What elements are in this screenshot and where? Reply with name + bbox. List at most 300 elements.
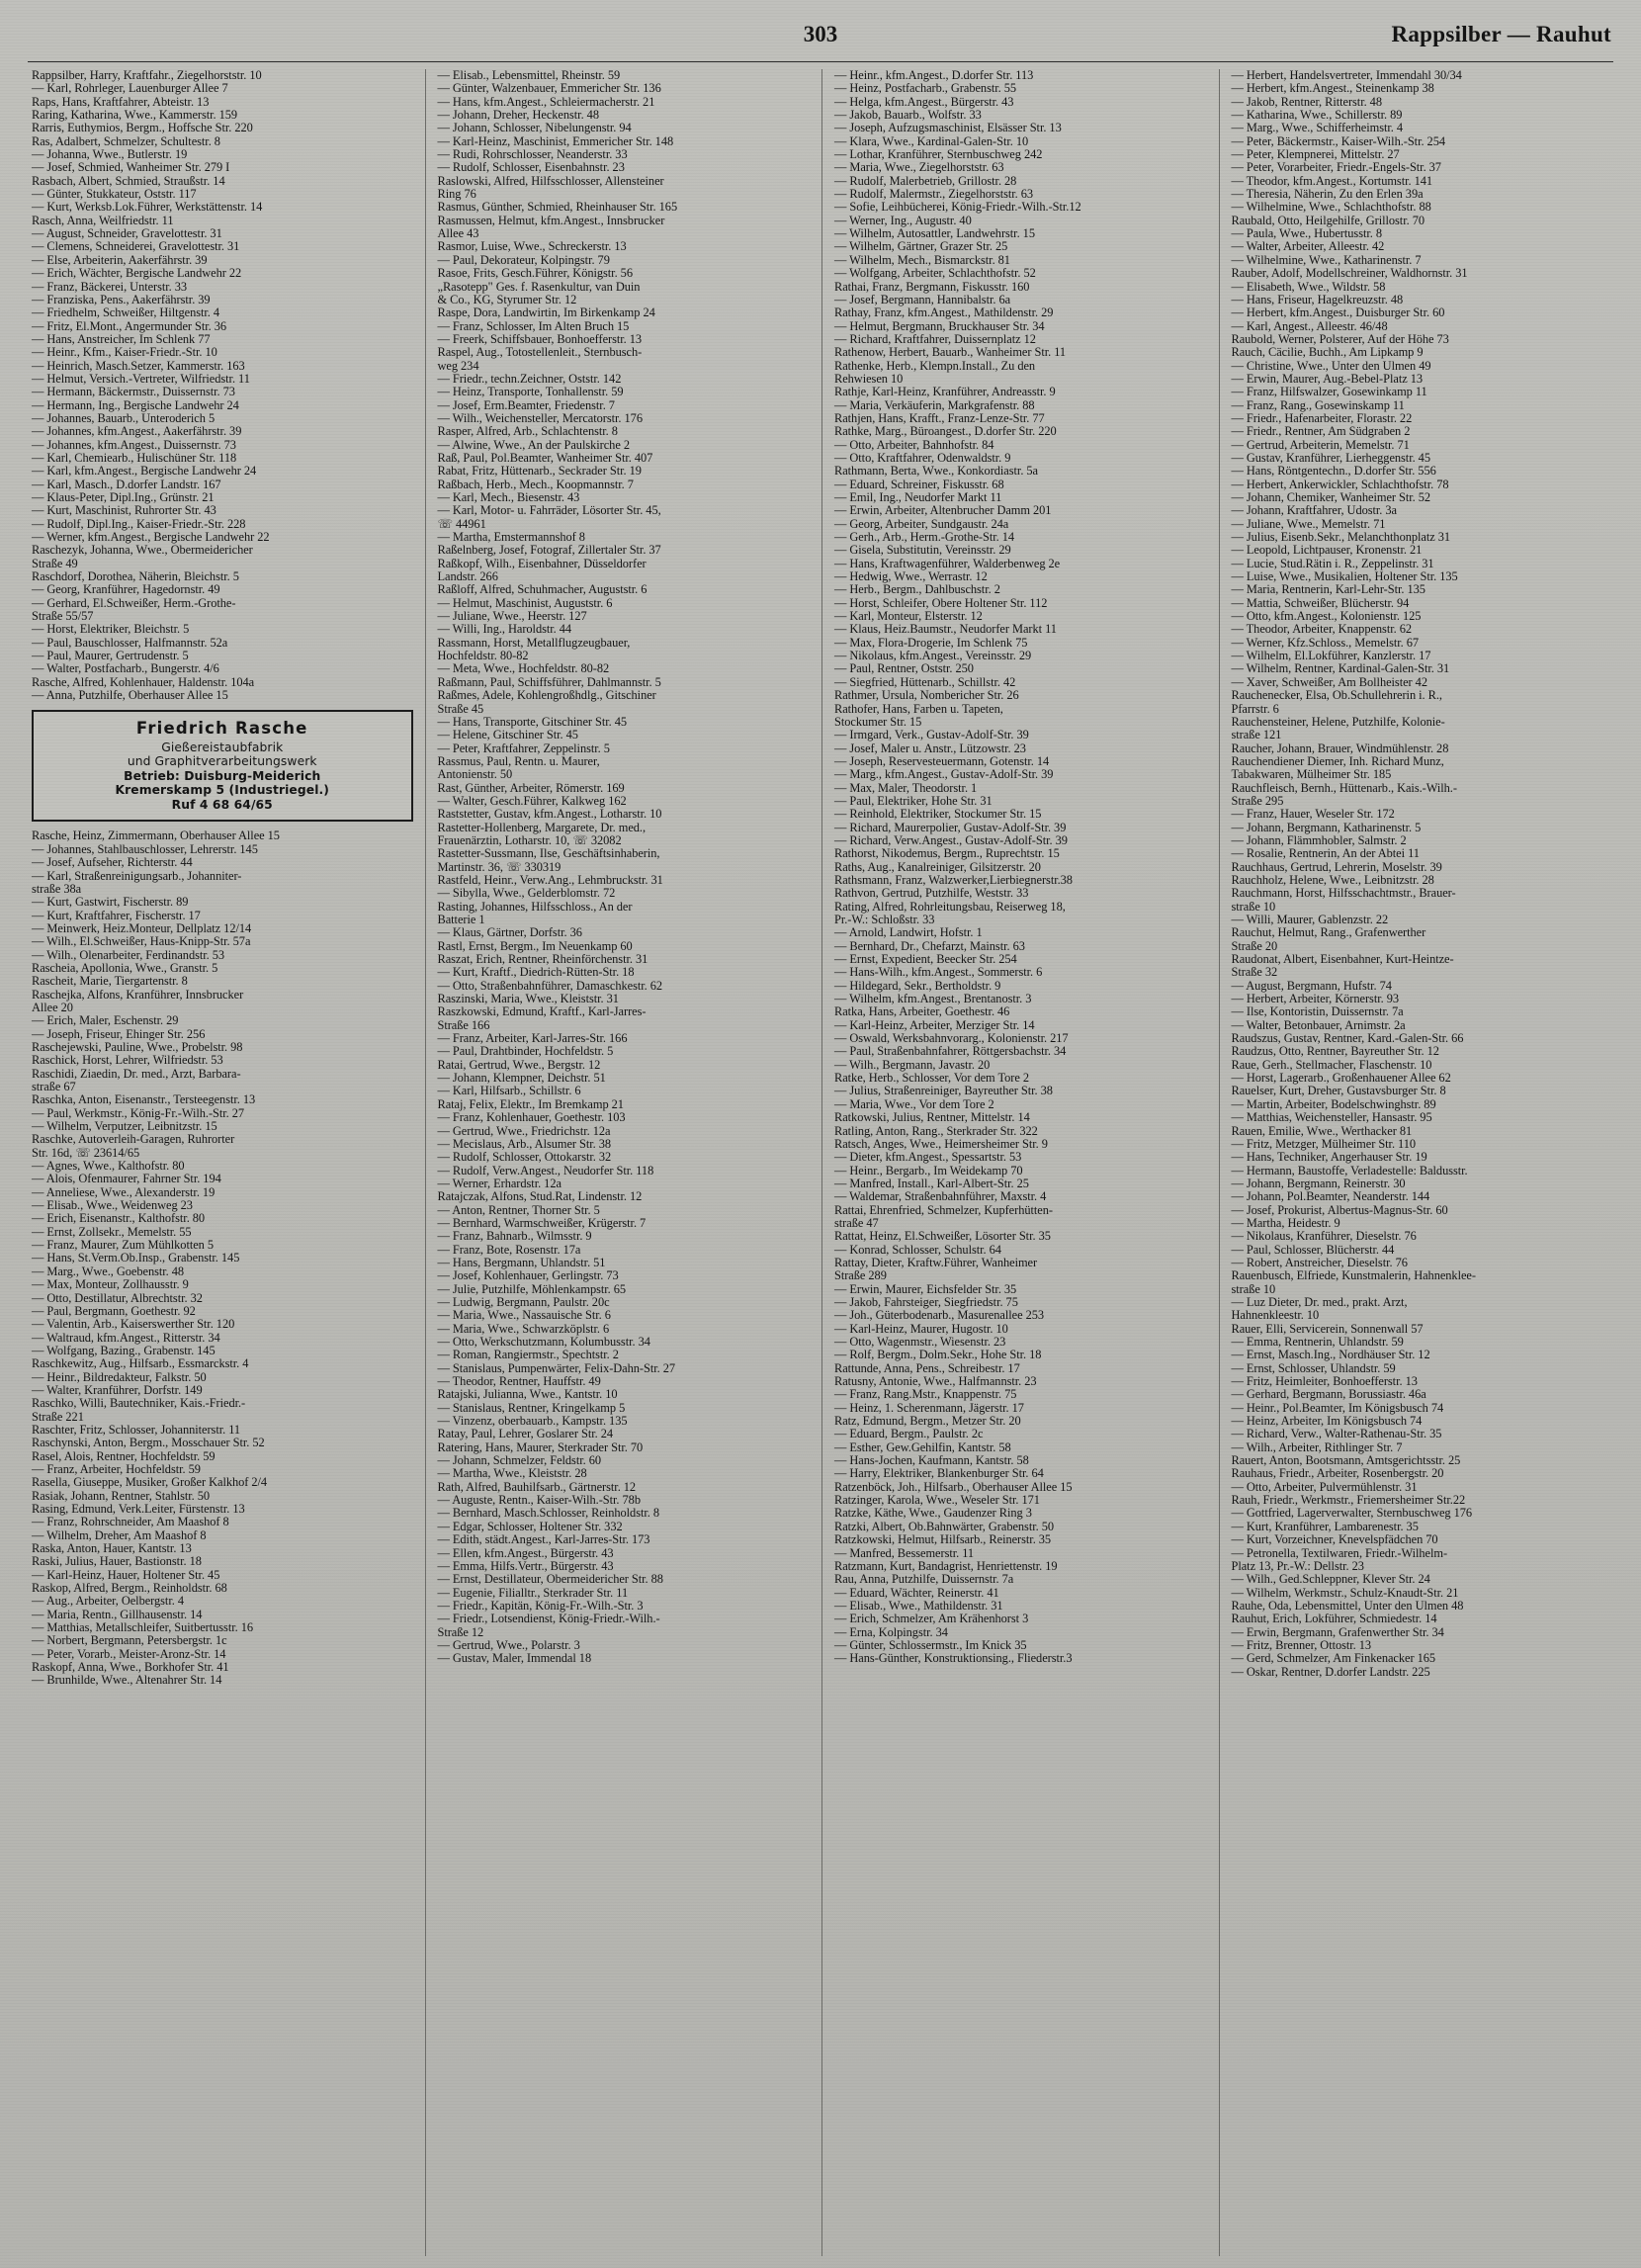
- directory-entry: Rauchendiener Diemer, Inh. Richard Munz,: [1231, 753, 1444, 768]
- directory-entry: — Vinzenz, oberbauarb., Kampstr. 135: [437, 1414, 628, 1429]
- directory-entry: — Anna, Putzhilfe, Oberhauser Allee 15: [32, 688, 228, 703]
- directory-entry: — Maria, Wwe., Nassauische Str. 6: [437, 1308, 611, 1323]
- directory-entry: — Fritz, Brenner, Ottostr. 13: [1231, 1637, 1372, 1652]
- directory-entry: — Johann, Chemiker, Wanheimer Str. 52: [1231, 490, 1431, 504]
- directory-entry: Ratering, Hans, Maurer, Sterkrader Str. 70: [437, 1439, 644, 1454]
- directory-entry: — Irmgard, Verk., Gustav-Adolf-Str. 39: [834, 728, 1029, 742]
- directory-entry: — Fritz, Metzger, Mülheimer Str. 110: [1231, 1136, 1417, 1151]
- directory-entry: — Johann, Bergmann, Katharinenstr. 5: [1231, 820, 1422, 834]
- directory-entry: Rasmus, Günther, Schmied, Rheinhauser Str. 165: [437, 200, 678, 215]
- directory-entry: Raßkopf, Wilh., Eisenbahner, Düsseldorfer: [437, 556, 647, 570]
- directory-entry: Rauhaus, Friedr., Arbeiter, Rosenbergstr. 20: [1231, 1466, 1444, 1481]
- directory-entry: Raßelnberg, Josef, Fotograf, Zillertaler Str. 37: [437, 543, 661, 558]
- directory-entry: — Wilhelm, Autosattler, Landwehrstr. 15: [834, 226, 1035, 241]
- directory-entry: — Richard, Maurerpolier, Gustav-Adolf-Str. 39: [834, 820, 1067, 834]
- directory-entry: — Juliane, Wwe., Heerstr. 127: [437, 609, 587, 624]
- directory-entry: — Kurt, Kranführer, Lambarenestr. 35: [1231, 1519, 1419, 1533]
- directory-entry: — Luise, Wwe., Musikalien, Holtener Str. 135: [1231, 569, 1458, 584]
- directory-entry: — Walter, Postfacharb., Bungerstr. 4/6: [32, 661, 219, 676]
- directory-entry: Rauchut, Helmut, Rang., Grafenwerther: [1231, 925, 1426, 940]
- directory-entry: — Franz, Kohlenhauer, Goethestr. 103: [437, 1110, 626, 1125]
- directory-entry: — Hermann, Ing., Bergische Landwehr 24: [32, 397, 239, 412]
- directory-entry: Ratzmann, Kurt, Bandagrist, Henriettenstr. 19: [834, 1558, 1058, 1573]
- column-4: [1219, 69, 1616, 2256]
- directory-entry: — August, Schneider, Gravelottestr. 31: [32, 226, 222, 241]
- directory-entry: Rasing, Edmund, Verk.Leiter, Fürstenstr. 13: [32, 1502, 245, 1516]
- directory-entry: — Rudolf, Malermstr., Ziegelhorststr. 63: [834, 187, 1034, 202]
- directory-entry: Ratke, Herb., Schlosser, Vor dem Tore 2: [834, 1071, 1029, 1086]
- directory-entry: — Eduard, Schreiner, Fiskusstr. 68: [834, 477, 1004, 491]
- directory-entry: — Mattia, Schweißer, Blücherstr. 94: [1231, 595, 1410, 610]
- directory-entry: Raslowski, Alfred, Hilfsschlosser, Allensteiner: [437, 173, 664, 188]
- directory-entry: Raßloff, Alfred, Schuhmacher, Auguststr. 6: [437, 582, 648, 597]
- directory-entry: — Konrad, Schlosser, Schulstr. 64: [834, 1242, 1001, 1257]
- directory-entry: — August, Bergmann, Hufstr. 74: [1231, 978, 1392, 993]
- directory-entry: Rau, Anna, Putzhilfe, Duissernstr. 7a: [834, 1572, 1014, 1587]
- directory-entry: — Julius, Straßenreiniger, Bayreuther Str. 38: [834, 1084, 1053, 1098]
- directory-entry: — Karl, Hilfsarb., Schillstr. 6: [437, 1084, 581, 1098]
- directory-entry: — Heinr., Pol.Beamter, Im Königsbusch 74: [1231, 1400, 1444, 1415]
- directory-entry: — Klara, Wwe., Kardinal-Galen-Str. 10: [834, 133, 1029, 148]
- directory-entry: Rating, Alfred, Rohrleitungsbau, Reiserweg 18,: [834, 899, 1066, 914]
- directory-entry: — Elisab., Wwe., Mathildenstr. 31: [834, 1598, 1003, 1613]
- directory-entry: — Josef, Aufseher, Richterstr. 44: [32, 855, 193, 870]
- directory-entry: — Herbert, Ankerwickler, Schlachthofstr. 78: [1231, 477, 1449, 491]
- directory-entry: — Rolf, Bergm., Dolm.Sekr., Hohe Str. 18: [834, 1348, 1042, 1362]
- directory-entry: Raschejka, Alfons, Kranführer, Innsbrucker: [32, 987, 244, 1002]
- directory-entry: — Joseph, Reservesteuermann, Gotenstr. 14: [834, 753, 1050, 768]
- directory-entry: Rathje, Karl-Heinz, Kranführer, Andreasstr. 9: [834, 385, 1056, 399]
- ad-line-4: Betrieb: Duisburg-Meiderich: [124, 768, 321, 783]
- directory-entry: — Paul, Werkmstr., König-Fr.-Wilh.-Str. 27: [32, 1105, 245, 1120]
- directory-entry: Platz 13, Pr.-W.: Dellstr. 23: [1231, 1558, 1364, 1573]
- directory-entry: — Rudolf, Malerbetrieb, Grillostr. 28: [834, 173, 1017, 188]
- directory-entry: — Nikolaus, Kranführer, Dieselstr. 76: [1231, 1229, 1417, 1244]
- directory-entry: Raspel, Aug., Totostellenleit., Sternbusch-: [437, 345, 643, 360]
- directory-entry: Ratay, Paul, Lehrer, Goslarer Str. 24: [437, 1427, 613, 1441]
- directory-entry: — Stanislaus, Rentner, Kringelkamp 5: [437, 1400, 626, 1415]
- directory-entry: — Maria, Wwe., Vor dem Tore 2: [834, 1096, 994, 1111]
- directory-entry: Ring 76: [437, 187, 476, 202]
- directory-entry: — Johann, Klempner, Deichstr. 51: [437, 1071, 606, 1086]
- directory-entry: — Peter, Vorarbeiter, Friedr.-Engels-Str. 37: [1231, 160, 1441, 175]
- directory-entry: — Paula, Wwe., Hubertusstr. 8: [1231, 226, 1382, 241]
- directory-entry: — Leopold, Lichtpauser, Kronenstr. 21: [1231, 543, 1423, 558]
- directory-entry: Raschejewski, Pauline, Wwe., Probelstr. 98: [32, 1039, 243, 1054]
- directory-entry: — Herb., Bergm., Dahlbuschstr. 2: [834, 582, 1000, 597]
- directory-entry: — Wilh., El.Schweißer, Haus-Knipp-Str. 57a: [32, 934, 251, 949]
- advertisement-box: [32, 710, 413, 823]
- directory-entry: — Wolfgang, Arbeiter, Schlachthofstr. 52: [834, 266, 1036, 281]
- directory-entry: — Friedr., Hafenarbeiter, Florastr. 22: [1231, 410, 1413, 425]
- directory-entry: Rauchhaus, Gertrud, Lehrerin, Moselstr. 39: [1231, 859, 1442, 874]
- directory-entry: Rauchfleisch, Bernh., Hüttenarb., Kais.-Wilh.-: [1231, 780, 1457, 795]
- directory-entry: — Bernhard, Masch.Schlosser, Reinholdstr. 8: [437, 1506, 659, 1521]
- directory-entry: — Ernst, Masch.Ing., Nordhäuser Str. 12: [1231, 1348, 1430, 1362]
- directory-entry: — Lucie, Stud.Rätin i. R., Zeppelinstr. 31: [1231, 556, 1434, 570]
- directory-entry: — Elisabeth, Wwe., Wildstr. 58: [1231, 279, 1386, 294]
- directory-entry: — Karl-Heinz, Hauer, Holtener Str. 45: [32, 1567, 220, 1582]
- directory-entry: — Klaus, Gärtner, Dorfstr. 36: [437, 925, 582, 940]
- directory-entry: — Friedr., techn.Zeichner, Oststr. 142: [437, 371, 622, 386]
- directory-entry: — Johann, Pol.Beamter, Neanderstr. 144: [1231, 1189, 1430, 1204]
- directory-entry: — Hans, St.Verm.Ob.Insp., Grabenstr. 145: [32, 1251, 240, 1265]
- directory-entry: — Martha, Emstermannshof 8: [437, 530, 585, 545]
- directory-entry: — Nikolaus, kfm.Angest., Vereinsstr. 29: [834, 649, 1032, 663]
- directory-entry: — Sibylla, Wwe., Gelderblomstr. 72: [437, 886, 616, 901]
- directory-entry: Rastfeld, Heinr., Verw.Ang., Lehmbruckstr. 31: [437, 872, 663, 887]
- directory-entry: — Eugenie, Filialltr., Sterkrader Str. 11: [437, 1585, 629, 1600]
- directory-entry: — Günter, Schlossermstr., Im Knick 35: [834, 1637, 1027, 1652]
- directory-entry: Straße 55/57: [32, 609, 94, 624]
- directory-entry: Raps, Hans, Kraftfahrer, Abteistr. 13: [32, 94, 210, 109]
- directory-entry: Ratzkowski, Helmut, Hilfsarb., Reinerstr. 35: [834, 1532, 1052, 1547]
- directory-entry: — Marg., kfm.Angest., Gustav-Adolf-Str. 39: [834, 767, 1054, 782]
- ad-line-5: Kremerskamp 5 (Industriegel.): [115, 783, 330, 798]
- directory-entry: — Johannes, kfm.Angest., Duissernstr. 73: [32, 437, 236, 452]
- directory-entry: — Siegfried, Hüttenarb., Schillstr. 42: [834, 674, 1016, 689]
- directory-entry: Rathofer, Hans, Farben u. Tapeten,: [834, 701, 1003, 716]
- directory-entry: Raschko, Willi, Bautechniker, Kais.-Friedr.-: [32, 1396, 246, 1411]
- directory-entry: — Friedhelm, Schweißer, Hiltgenstr. 4: [32, 305, 220, 320]
- directory-entry: Ratai, Gertrud, Wwe., Bergstr. 12: [437, 1057, 601, 1072]
- directory-entry: — Franz, Maurer, Zum Mühlkotten 5: [32, 1238, 215, 1253]
- directory-entry: Straße 289: [834, 1268, 887, 1283]
- directory-entry: — Franz, Arbeiter, Hochfeldstr. 59: [32, 1461, 201, 1476]
- directory-entry: Ratzki, Albert, Ob.Bahnwärter, Grabenstr. 50: [834, 1519, 1054, 1533]
- directory-entry: — Karl-Heinz, Arbeiter, Merziger Str. 14: [834, 1017, 1035, 1032]
- directory-entry: Rathay, Franz, kfm.Angest., Mathildenstr. 29: [834, 305, 1054, 320]
- directory-entry: — Marg., Wwe., Schifferheimstr. 4: [1231, 121, 1404, 135]
- directory-entry: Batterie 1: [437, 913, 485, 926]
- directory-entry: Rattay, Dieter, Kraftw.Führer, Wanheimer: [834, 1255, 1038, 1269]
- directory-entry: — Fritz, Heimleiter, Bonhoefferstr. 13: [1231, 1374, 1418, 1389]
- directory-entry: — Eduard, Bergm., Paulstr. 2c: [834, 1427, 984, 1441]
- directory-entry: — Paul, Bergmann, Goethestr. 92: [32, 1303, 196, 1318]
- directory-entry: Raßbach, Herb., Mech., Koopmannstr. 7: [437, 477, 634, 491]
- directory-entry: — Otto, Wagenmstr., Wiesenstr. 23: [834, 1335, 1006, 1349]
- directory-entry: — Petronella, Textilwaren, Friedr.-Wilhelm-: [1231, 1545, 1448, 1560]
- directory-entry: — Kurt, Werksb.Lok.Führer, Werkstättenstr. 14: [32, 200, 263, 215]
- directory-entry: — Juliane, Wwe., Memelstr. 71: [1231, 516, 1386, 531]
- directory-entry: Rathenow, Herbert, Bauarb., Wanheimer Str. 11: [834, 345, 1067, 360]
- directory-entry: — Otto, Straßenbahnführer, Damaschkestr. 62: [437, 978, 663, 993]
- directory-entry: Straße 221: [32, 1409, 84, 1424]
- directory-entry: Str. 16d, ☏ 23614/65: [32, 1145, 140, 1160]
- directory-entry: Rattat, Heinz, El.Schweißer, Lösorter Str. 35: [834, 1229, 1051, 1244]
- directory-entry: Straße 20: [1231, 938, 1278, 953]
- directory-entry: Hochfeldstr. 80-82: [437, 649, 529, 663]
- directory-entry: Raspe, Dora, Landwirtin, Im Birkenkamp 24: [437, 305, 655, 320]
- directory-entry: straße 38a: [32, 881, 82, 896]
- directory-entry: Raskopf, Anna, Wwe., Borkhofer Str. 41: [32, 1660, 229, 1675]
- directory-entry: Ratling, Anton, Rang., Sterkrader Str. 322: [834, 1123, 1038, 1138]
- directory-entry: — Wilhelmine, Wwe., Katharinenstr. 7: [1231, 252, 1422, 267]
- directory-entry: — Stanislaus, Pumpenwärter, Felix-Dahn-Str. 27: [437, 1360, 676, 1375]
- directory-entry: — Gustav, Maler, Immendal 18: [437, 1651, 592, 1666]
- directory-entry: — Georg, Kranführer, Hagedornstr. 49: [32, 582, 220, 597]
- directory-entry: — Karl, kfm.Angest., Bergische Landwehr 24: [32, 464, 257, 479]
- directory-entry: Frauenärztin, Lotharstr. 10, ☏ 32082: [437, 832, 622, 847]
- directory-entry: — Anneliese, Wwe., Alexanderstr. 19: [32, 1184, 216, 1199]
- directory-entry: Rasche, Alfred, Kohlenhauer, Haldenstr. 104a: [32, 674, 255, 689]
- directory-entry: Rast, Günther, Arbeiter, Römerstr. 169: [437, 780, 625, 795]
- directory-entry: — Else, Arbeiterin, Aakerfährstr. 39: [32, 252, 208, 267]
- directory-entry: — Luz Dieter, Dr. med., prakt. Arzt,: [1231, 1294, 1408, 1309]
- directory-entry: — Ernst, Zollsekr., Memelstr. 55: [32, 1224, 192, 1239]
- directory-entry: — Erich, Maler, Eschenstr. 29: [32, 1013, 179, 1028]
- directory-entry: — Manfred, Install., Karl-Albert-Str. 25: [834, 1176, 1029, 1190]
- directory-entry: — Heinr., Bergarb., Im Weidekamp 70: [834, 1163, 1023, 1178]
- directory-entry: — Johann, Dreher, Heckenstr. 48: [437, 108, 599, 123]
- directory-entry: — Arnold, Landwirt, Hofstr. 1: [834, 925, 983, 940]
- directory-entry: — Herbert, Arbeiter, Körnerstr. 93: [1231, 992, 1399, 1006]
- directory-entry: — Wilhelmine, Wwe., Schlachthofstr. 88: [1231, 200, 1431, 215]
- directory-entry: — Friedr., Rentner, Am Südgraben 2: [1231, 424, 1411, 439]
- directory-entry: — Walter, Arbeiter, Alleestr. 42: [1231, 239, 1385, 254]
- directory-entry: — Josef, Schmied, Wanheimer Str. 279 I: [32, 160, 230, 175]
- directory-entry: Raudzus, Otto, Rentner, Bayreuther Str. 12: [1231, 1044, 1439, 1059]
- directory-entry: — Rudolf, Schlosser, Ottokarstr. 32: [437, 1150, 612, 1165]
- directory-entry: Raschter, Fritz, Schlosser, Johanniterstr. 11: [32, 1422, 241, 1437]
- directory-entry: — Karl, Mech., Biesenstr. 43: [437, 490, 580, 504]
- directory-entry: — Horst, Elektriker, Bleichstr. 5: [32, 622, 190, 637]
- directory-entry: — Paul, Straßenbahnfahrer, Röttgersbachstr. 34: [834, 1044, 1067, 1059]
- directory-entry: — Klaus, Heiz.Baumstr., Neudorfer Markt 11: [834, 622, 1057, 637]
- directory-entry: — Joh., Güterbodenarb., Masurenallee 253: [834, 1308, 1045, 1323]
- directory-entry: — Waldemar, Straßenbahnführer, Maxstr. 4: [834, 1189, 1047, 1204]
- directory-entry: — Paul, Elektriker, Hohe Str. 31: [834, 793, 993, 808]
- directory-entry: Rasper, Alfred, Arb., Schlachtenstr. 8: [437, 424, 618, 439]
- directory-entry: — Waltraud, kfm.Angest., Ritterstr. 34: [32, 1330, 220, 1345]
- directory-entry: — Franz, Rang., Gosewinskamp 11: [1231, 397, 1405, 412]
- directory-entry: Rabat, Fritz, Hüttenarb., Seckrader Str. 19: [437, 464, 642, 479]
- directory-entry: — Lothar, Kranführer, Sternbuschweg 242: [834, 147, 1043, 162]
- directory-entry: — Hans, Techniker, Angerhauser Str. 19: [1231, 1150, 1427, 1165]
- directory-entry: — Richard, Kraftfahrer, Duissernplatz 12: [834, 331, 1036, 346]
- directory-entry: — Karl, Monteur, Elsterstr. 12: [834, 609, 983, 624]
- directory-entry: Raubold, Werner, Polsterer, Auf der Höhe 73: [1231, 331, 1449, 346]
- page-number: 303: [803, 22, 838, 46]
- directory-entry: — Gottfried, Lagerverwalter, Sternbuschweg 176: [1231, 1506, 1473, 1521]
- directory-entry: Rauch, Cäcilie, Buchh., Am Lipkamp 9: [1231, 345, 1424, 360]
- directory-entry: — Maria, Rentnerin, Karl-Lehr-Str. 135: [1231, 582, 1425, 597]
- directory-entry: — Johannes, kfm.Angest., Aakerfährstr. 39: [32, 424, 242, 439]
- directory-entry: Stockumer Str. 15: [834, 714, 922, 729]
- ad-phone: Ruf 4 68 64/65: [171, 797, 273, 812]
- directory-entry: — Heinz, 1. Scherenmann, Jägerstr. 17: [834, 1400, 1024, 1415]
- directory-entry: — Erich, Schmelzer, Am Krähenhorst 3: [834, 1612, 1029, 1626]
- directory-entry: — Franziska, Pens., Aakerfährstr. 39: [32, 292, 211, 306]
- directory-entry: Rauhe, Oda, Lebensmittel, Unter den Ulmen 48: [1231, 1598, 1464, 1613]
- directory-entry: — Johanna, Wwe., Butlerstr. 19: [32, 147, 188, 162]
- directory-entry: — Wilhelm, kfm.Angest., Brentanostr. 3: [834, 992, 1032, 1006]
- directory-entry: — Max, Flora-Drogerie, Im Schlenk 75: [834, 635, 1028, 650]
- directory-entry: — Walter, Betonbauer, Arnimstr. 2a: [1231, 1017, 1406, 1032]
- directory-entry: — Hermann, Bäckermstr., Duissernstr. 73: [32, 385, 235, 399]
- directory-entry: — Heinz, Arbeiter, Im Königsbusch 74: [1231, 1414, 1423, 1429]
- directory-entry: — Wilh., Olenarbeiter, Ferdinandstr. 53: [32, 947, 225, 962]
- directory-entry: — Gerh., Arb., Herm.-Grothe-Str. 14: [834, 530, 1015, 545]
- directory-entry: Rauchmann, Horst, Hilfsschachtmstr., Brauer-: [1231, 886, 1456, 901]
- directory-entry: Rathorst, Nikodemus, Bergm., Ruprechtstr. 15: [834, 846, 1060, 861]
- directory-entry: — Maria, Rentn., Gillhausenstr. 14: [32, 1607, 203, 1621]
- directory-entry: — Kurt, Kraftfahrer, Fischerstr. 17: [32, 908, 201, 922]
- directory-entry: — Josef, Bergmann, Hannibalstr. 6a: [834, 292, 1011, 306]
- directory-entry: — Oskar, Rentner, D.dorfer Landstr. 225: [1231, 1664, 1430, 1679]
- directory-entry: — Jakob, Fahrsteiger, Siegfriedstr. 75: [834, 1294, 1018, 1309]
- directory-entry: — Walter, Gesch.Führer, Kalkweg 162: [437, 793, 627, 808]
- directory-entry: — Wilh., Ged.Schleppner, Klever Str. 24: [1231, 1572, 1430, 1587]
- directory-entry: — Kurt, Kraftf., Diedrich-Rütten-Str. 18: [437, 965, 635, 980]
- directory-entry: — Alois, Ofenmaurer, Fahrner Str. 194: [32, 1172, 221, 1186]
- directory-entry: Raschynski, Anton, Bergm., Mosschauer Str. 52: [32, 1436, 265, 1450]
- directory-entry: — Paul, Dekorateur, Kolpingstr. 79: [437, 252, 610, 267]
- ad-line-2: Gießereistaubfabrik: [161, 740, 284, 754]
- directory-entry: — Paul, Schlosser, Blücherstr. 44: [1231, 1242, 1395, 1257]
- directory-entry: — Paul, Bauschlosser, Halfmannstr. 52a: [32, 635, 228, 650]
- directory-entry: — Heinz, Transporte, Tonhallenstr. 59: [437, 385, 624, 399]
- directory-entry: — Horst, Lagerarb., Großenhauener Allee 62: [1231, 1071, 1451, 1086]
- directory-entry: Rauelser, Kurt, Dreher, Gustavsburger Str. 8: [1231, 1084, 1446, 1098]
- directory-entry: straße 67: [32, 1080, 76, 1093]
- directory-entry: Rastetter-Hollenberg, Margarete, Dr. med.,: [437, 820, 647, 834]
- directory-entry: — Hildegard, Sekr., Bertholdstr. 9: [834, 978, 1001, 993]
- directory-entry: Raschidi, Ziaedin, Dr. med., Arzt, Barbara-: [32, 1066, 241, 1081]
- directory-entry: Straße 166: [437, 1017, 490, 1032]
- directory-entry: — Karl, Rohrleger, Lauenburger Allee 7: [32, 81, 228, 96]
- entry-list-1-bottom: [32, 829, 415, 1687]
- directory-entry: Ratajczak, Alfons, Stud.Rat, Lindenstr. 12: [437, 1189, 643, 1204]
- directory-entry: Ratzenböck, Joh., Hilfsarb., Oberhauser Allee 15: [834, 1479, 1073, 1494]
- directory-entry: — Aug., Arbeiter, Oelbergstr. 4: [32, 1594, 184, 1609]
- directory-entry: — Herbert, Handelsvertreter, Immendahl 30/34: [1231, 68, 1462, 82]
- directory-entry: Rasel, Alois, Rentner, Hochfeldstr. 59: [32, 1448, 216, 1463]
- directory-entry: — Hans, Transporte, Gitschiner Str. 45: [437, 714, 628, 729]
- directory-entry: — Hans, Bergmann, Uhlandstr. 51: [437, 1255, 606, 1269]
- directory-entry: Antonienstr. 50: [437, 767, 513, 782]
- directory-entry: Ratsch, Anges, Wwe., Heimersheimer Str. 9: [834, 1136, 1048, 1151]
- directory-entry: — Emma, Rentnerin, Uhlandstr. 59: [1231, 1335, 1404, 1349]
- directory-entry: Raschdorf, Dorothea, Näherin, Bleichstr. 5: [32, 569, 239, 584]
- directory-entry: — Peter, Bäckermstr., Kaiser-Wilh.-Str. 254: [1231, 133, 1445, 148]
- directory-entry: — Franz, Arbeiter, Karl-Jarres-Str. 166: [437, 1031, 628, 1046]
- directory-entry: — Dieter, kfm.Angest., Spessartstr. 53: [834, 1150, 1022, 1165]
- directory-entry: Allee 20: [32, 1000, 73, 1014]
- directory-entry: — Mecislaus, Arb., Alsumer Str. 38: [437, 1136, 612, 1151]
- directory-entry: Rasbach, Albert, Schmied, Straußstr. 14: [32, 173, 225, 188]
- directory-entry: — Erwin, Maurer, Eichsfelder Str. 35: [834, 1281, 1017, 1296]
- directory-entry: — Karl, Angest., Alleestr. 46/48: [1231, 318, 1388, 333]
- directory-entry: Rasch, Anna, Weilfriedstr. 11: [32, 213, 174, 227]
- directory-entry: Rascheit, Marie, Tiergartenstr. 8: [32, 974, 188, 989]
- directory-entry: — Agnes, Wwe., Kalthofstr. 80: [32, 1159, 185, 1174]
- directory-entry: Rathmer, Ursula, Nombericher Str. 26: [834, 688, 1019, 703]
- directory-entry: — Marg., Wwe., Goebenstr. 48: [32, 1264, 185, 1278]
- directory-entry: „Rasotepp" Ges. f. Rasenkultur, van Duin: [437, 279, 641, 294]
- header-rule: [28, 61, 1613, 62]
- directory-entry: — Ilse, Kontoristin, Duissernstr. 7a: [1231, 1004, 1404, 1019]
- directory-entry: — Wilhelm, Mech., Bismarckstr. 81: [834, 252, 1010, 267]
- directory-entry: Pr.-W.: Schloßstr. 33: [834, 913, 935, 926]
- directory-entry: Rauchensteiner, Helene, Putzhilfe, Kolonie-: [1231, 714, 1445, 729]
- column-1: [28, 69, 425, 2256]
- directory-entry: — Werner, kfm.Angest., Bergische Landwehr 22: [32, 530, 270, 545]
- directory-entry: — Walter, Kranführer, Dorfstr. 149: [32, 1382, 203, 1397]
- directory-entry: — Wilhelm, El.Lokführer, Kanzlerstr. 17: [1231, 649, 1431, 663]
- directory-entry: Rathsmann, Franz, Walzwerker,Lierbiegnerstr.38: [834, 872, 1073, 887]
- directory-entry: ☏ 44961: [437, 516, 486, 531]
- directory-entry: — Gisela, Substitutin, Vereinsstr. 29: [834, 543, 1011, 558]
- directory-entry: Rasella, Giuseppe, Musiker, Großer Kalkhof 2/4: [32, 1475, 268, 1490]
- directory-entry: — Otto, Arbeiter, Pulvermühlenstr. 31: [1231, 1479, 1418, 1494]
- directory-entry: Rathmann, Berta, Wwe., Konkordiastr. 5a: [834, 464, 1039, 479]
- directory-entry: — Willi, Ing., Haroldstr. 44: [437, 622, 572, 637]
- directory-entry: — Rudi, Rohrschlosser, Neanderstr. 33: [437, 147, 628, 162]
- directory-entry: — Franz, Schlosser, Im Alten Bruch 15: [437, 318, 630, 333]
- directory-entry: — Maria, Wwe., Schwarzköplstr. 6: [437, 1321, 610, 1336]
- directory-entry: Rathjen, Hans, Krafft., Franz-Lenze-Str. 77: [834, 410, 1045, 425]
- directory-entry: Rascheia, Apollonia, Wwe., Granstr. 5: [32, 960, 218, 975]
- directory-entry: — Franz, Rang.Mstr., Knappenstr. 75: [834, 1387, 1017, 1402]
- directory-entry: Ratajski, Julianna, Wwe., Kantstr. 10: [437, 1387, 618, 1402]
- directory-entry: Raring, Katharina, Wwe., Kammerstr. 159: [32, 108, 238, 123]
- directory-entry: Rarris, Euthymios, Bergm., Hoffsche Str. 220: [32, 121, 253, 135]
- directory-entry: — Helene, Gitschiner Str. 45: [437, 728, 578, 742]
- directory-entry: — Edgar, Schlosser, Holtener Str. 332: [437, 1519, 623, 1533]
- directory-entry: Ratzinger, Karola, Wwe., Weseler Str. 171: [834, 1493, 1040, 1508]
- directory-entry: — Richard, Verw.Angest., Gustav-Adolf-Str. 39: [834, 832, 1068, 847]
- directory-entry: straße 121: [1231, 728, 1282, 742]
- directory-entry: — Martin, Arbeiter, Bodelschwinghstr. 89: [1231, 1096, 1436, 1111]
- directory-entry: Rattunde, Anna, Pens., Schreibestr. 17: [834, 1360, 1020, 1375]
- directory-entry: — Willi, Maurer, Gablenzstr. 22: [1231, 913, 1389, 926]
- directory-entry: — Reinhold, Elektriker, Stockumer Str. 15: [834, 807, 1042, 822]
- directory-entry: — Otto, Kraftfahrer, Odenwaldstr. 9: [834, 450, 1011, 465]
- directory-entry: — Joseph, Aufzugsmaschinist, Elsässer Str. 13: [834, 121, 1062, 135]
- directory-entry: — Heinr., Kfm., Kaiser-Friedr.-Str. 10: [32, 345, 217, 360]
- directory-entry: — Xaver, Schweißer, Am Bollheister 42: [1231, 674, 1427, 689]
- directory-entry: — Emma, Hilfs.Vertr., Bürgerstr. 43: [437, 1558, 614, 1573]
- directory-entry: — Georg, Arbeiter, Sundgaustr. 24a: [834, 516, 1009, 531]
- directory-entry: — Rosalie, Rentnerin, An der Abtei 11: [1231, 846, 1420, 861]
- directory-entry: Raue, Gerh., Stellmacher, Flaschenstr. 10: [1231, 1057, 1432, 1072]
- directory-entry: — Eduard, Wächter, Reinerstr. 41: [834, 1585, 999, 1600]
- directory-entry: — Martha, Wwe., Kleiststr. 28: [437, 1466, 587, 1481]
- directory-entry: Straße 49: [32, 556, 78, 570]
- directory-entry: — Johann, Schmelzer, Feldstr. 60: [437, 1453, 601, 1468]
- directory-entry: — Hermann, Baustoffe, Verladestelle: Baldusstr.: [1231, 1163, 1468, 1178]
- directory-entry: — Freerk, Schiffsbauer, Bonhoefferstr. 13: [437, 331, 643, 346]
- directory-entry: Landstr. 266: [437, 569, 498, 584]
- directory-entry: — Theodor, Arbeiter, Knappenstr. 62: [1231, 622, 1413, 637]
- directory-entry: — Peter, Vorarb., Meister-Aronz-Str. 14: [32, 1646, 226, 1661]
- directory-entry: Rauhut, Erich, Lokführer, Schmiedestr. 14: [1231, 1612, 1437, 1626]
- directory-entry: — Werner, Erhardstr. 12a: [437, 1176, 561, 1190]
- directory-entry: — Rudolf, Schlosser, Eisenbahnstr. 23: [437, 160, 625, 175]
- directory-entry: — Anton, Rentner, Thorner Str. 5: [437, 1202, 600, 1217]
- directory-entry: — Kurt, Vorzeichner, Knevelspfädchen 70: [1231, 1532, 1438, 1547]
- directory-entry: Rasmor, Luise, Wwe., Schreckerstr. 13: [437, 239, 627, 254]
- directory-entry: — Emil, Ing., Neudorfer Markt 11: [834, 490, 1002, 504]
- directory-entry: Raschka, Anton, Eisenanstr., Tersteegenstr. 13: [32, 1092, 256, 1107]
- directory-entry: — Erwin, Maurer, Aug.-Bebel-Platz 13: [1231, 371, 1423, 386]
- directory-entry: — Helmut, Maschinist, Auguststr. 6: [437, 595, 613, 610]
- directory-entry: straße 47: [834, 1215, 879, 1230]
- entry-list-3: [834, 69, 1209, 1666]
- directory-entry: — Johann, Flämmhobler, Salmstr. 2: [1231, 832, 1407, 847]
- directory-entry: — Gerd, Schmelzer, Am Finkenacker 165: [1231, 1651, 1436, 1666]
